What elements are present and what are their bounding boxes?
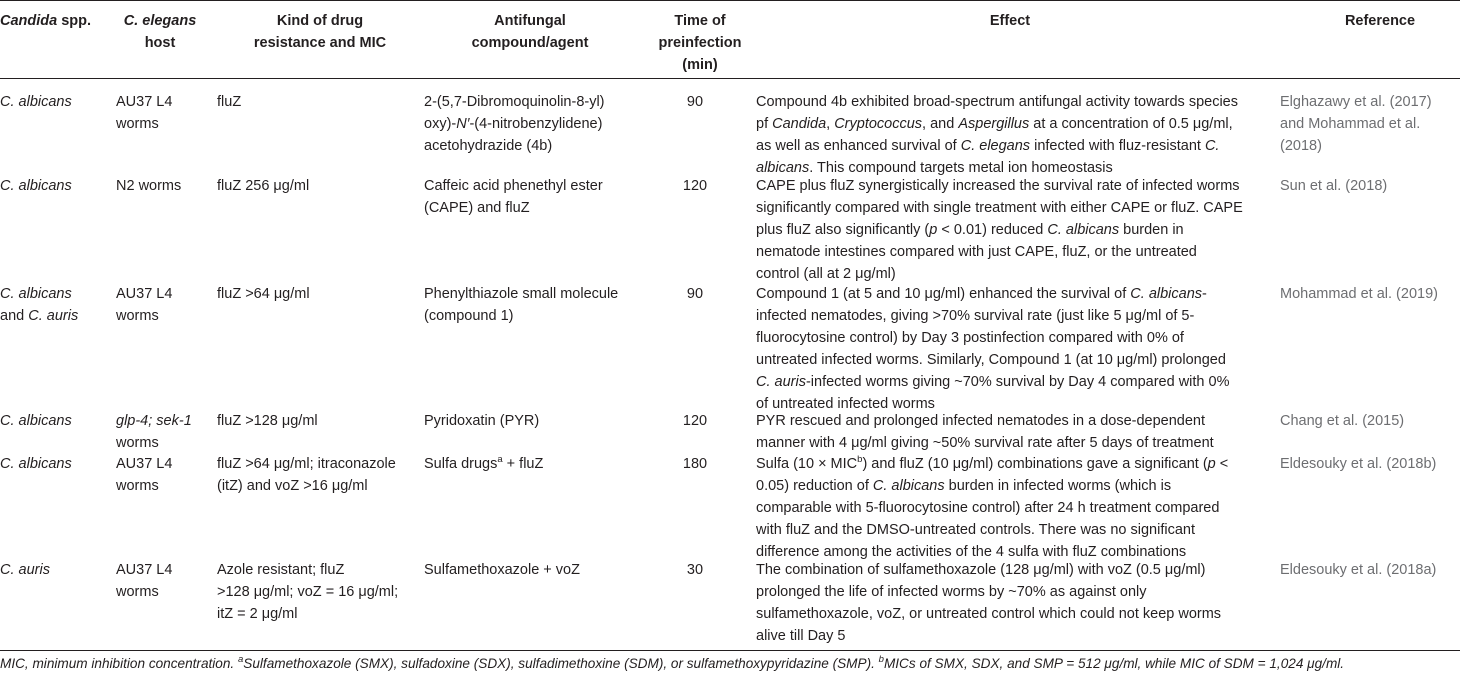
cell-species: C. albicans (0, 456, 72, 472)
cell-effect: CAPE plus fluZ synergistically increased the survival rate of infected worms significantly compared with single treatment with either CAPE or fluZ. CAPE plus fluZ also significantly (p < 0.01) reduced C. albicans burden in nematode intestines compared with just CAPE, fluZ, or the untreated control (all at 2 μg/ml) (756, 178, 1243, 282)
cell-compound: Caffeic acid phenethyl ester (CAPE) and fluZ (424, 178, 603, 216)
cell-time: 30 (686, 562, 704, 578)
header-candida: Candida spp. (0, 13, 92, 29)
cell-reference: Eldesouky et al. (2018b) (1280, 456, 1437, 472)
cell-effect: PYR rescued and prolonged infected nematodes in a dose-dependent manner with 4 μg/ml giving ~50% survival rate after 5 days of treatment (756, 413, 1214, 451)
cell-host: AU37 L4 worms (116, 456, 173, 494)
cell-reference: Sun et al. (2018) (1280, 178, 1388, 194)
table-header-rule (0, 78, 1460, 79)
cell-species: C. auris (0, 562, 50, 578)
cell-compound: 2-(5,7-Dibromoquinolin-8-yl) oxy)-N′-(4-nitrobenzylidene) acetohydrazide (4b) (424, 94, 605, 154)
cell-host: AU37 L4 worms (116, 562, 173, 600)
cell-resistance: fluZ >64 μg/ml (217, 286, 310, 302)
header-reference: Reference (1344, 13, 1416, 29)
cell-time: 120 (682, 178, 708, 194)
cell-species: C. albicans and C. auris (0, 286, 79, 324)
cell-time: 120 (682, 413, 708, 429)
cell-species: C. albicans (0, 94, 72, 110)
header-time: Time of preinfection (min) (658, 13, 742, 73)
table-top-rule (0, 0, 1460, 1)
cell-reference: Elghazawy et al. (2017) and Mohammad et al. (2018) (1280, 94, 1432, 154)
header-compound: Antifungal compound/agent (471, 13, 589, 51)
table-footnote: MIC, minimum inhibition concentration. $^a$Sulfamethoxazole (SMX), sulfadoxine (SDX), sulfadimethoxine (SDM), or sulfamethoxypyridazine (SMP). $^b$MICs of SMX, SDX, and SMP = 512 μg/ml, while MIC of SDM = 1,024 μg/ml. (0, 654, 1345, 671)
header-effect: Effect (989, 13, 1031, 29)
cell-effect: Compound 1 (at 5 and 10 μg/ml) enhanced the survival of C. albicans- infected nematodes, giving >70% survival rate (just like 5 μg/ml of 5- fluorocytosine control) by Day 3 postinfection compared with 0% of untreated infected worms. Similarly, Compound 1 (at 10 μg/ml) prolonged C. auris-infected worms giving ~70% survival by Day 4 compared with 0% of untreated infected worms (756, 286, 1230, 412)
cell-resistance: fluZ >128 μg/ml (217, 413, 318, 429)
cell-resistance: fluZ (217, 94, 242, 110)
cell-time: 90 (686, 94, 704, 110)
cell-effect: Compound 4b exhibited broad-spectrum antifungal activity towards species pf Candida, Cryptococcus, and Aspergillus at a concentration of 0.5 μg/ml, as well as enhanced survival of C. elegans infected with fluz-resistant C. albicans. This compound targets metal ion homeostasis (756, 94, 1238, 176)
cell-host: AU37 L4 worms (116, 286, 173, 324)
cell-reference: Chang et al. (2015) (1280, 413, 1405, 429)
header-host: C. elegans host (123, 13, 197, 51)
cell-compound: Phenylthiazole small molecule (compound 1) (424, 286, 619, 324)
cell-compound: Sulfa drugs$^a$ + fluZ (424, 454, 544, 472)
cell-compound: Sulfamethoxazole + voZ (424, 562, 580, 578)
cell-species: C. albicans (0, 178, 72, 194)
cell-time: 180 (682, 456, 708, 472)
cell-host: glp-4; sek-1 worms (116, 413, 192, 451)
cell-host: N2 worms (116, 178, 182, 194)
cell-effect: The combination of sulfamethoxazole (128 μg/ml) with voZ (0.5 μg/ml) prolonged the life of infected worms by ~70% as against only sulfamethoxazole, voZ, or untreated control which could not keep worms alive till Day 5 (756, 562, 1222, 644)
header-resistance: Kind of drug resistance and MIC (253, 13, 387, 51)
cell-compound: Pyridoxatin (PYR) (424, 413, 540, 429)
cell-resistance: Azole resistant; fluZ >128 μg/ml; voZ = 16 μg/ml; itZ = 2 μg/ml (217, 562, 399, 622)
cell-species: C. albicans (0, 413, 72, 429)
cell-reference: Eldesouky et al. (2018a) (1280, 562, 1437, 578)
cell-resistance: fluZ >64 μg/ml; itraconazole (itZ) and voZ >16 μg/ml (217, 456, 396, 494)
table-bottom-rule (0, 650, 1460, 651)
cell-effect: Sulfa $(10 \times MIC^b)$ and fluZ (10 μg/ml) combinations gave a significant (p < 0.05) reduction of C. albicans burden in infected worms (which is comparable with 5-fluorocytosine control) after 24 h treatment compared with fluZ and the DMSO-untreated controls. There was no significant difference among the activities of the 4 sulfa with fluZ combinations (756, 454, 1229, 560)
cell-time: 90 (686, 286, 704, 302)
cell-resistance: fluZ 256 μg/ml (217, 178, 310, 194)
cell-host: AU37 L4 worms (116, 94, 173, 132)
cell-reference: Mohammad et al. (2019) (1280, 286, 1438, 302)
